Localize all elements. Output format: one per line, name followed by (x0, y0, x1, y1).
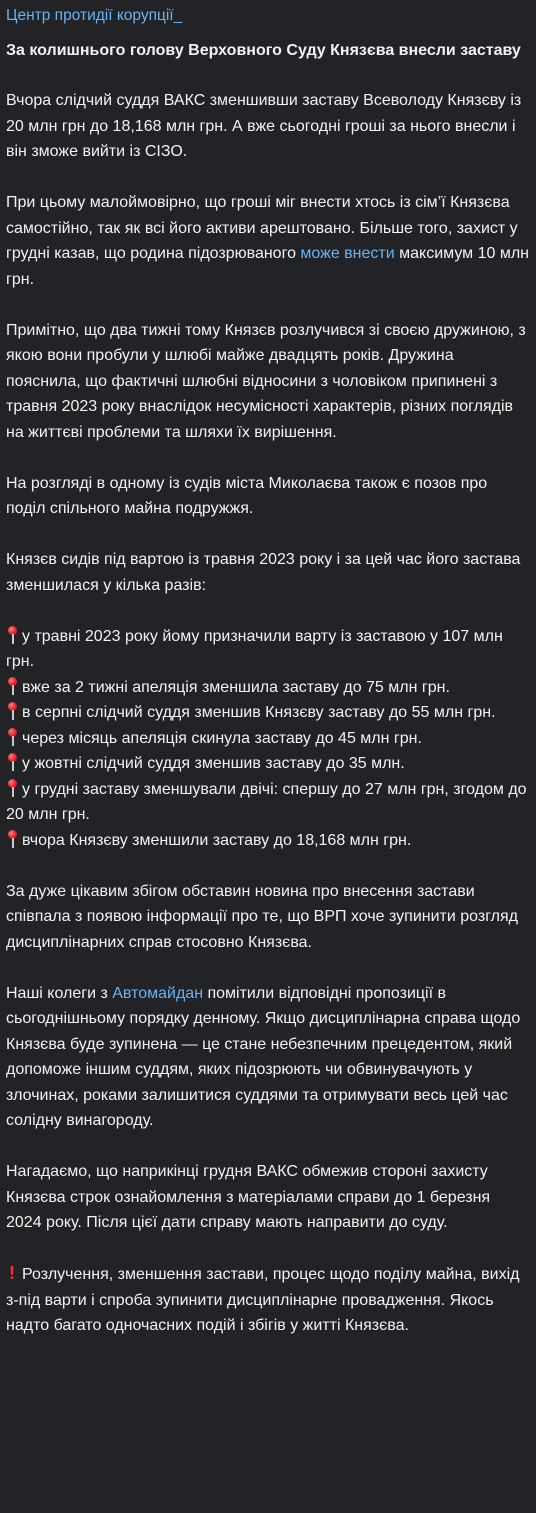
post-headline: За колишнього голову Верховного Суду Князєва внесли заставу (6, 42, 521, 59)
timeline-item (6, 700, 530, 726)
round-pushpin-icon (6, 702, 18, 720)
timeline-text: через місяць апеляція скинула заставу до 45 млн грн. (22, 729, 422, 747)
timeline-text: у травні 2023 року йому призначили варту із заставою у 107 млн грн. (6, 627, 503, 670)
link-automaidan[interactable]: Автомайдан (112, 984, 204, 1002)
round-pushpin-icon (6, 779, 18, 797)
channel-name[interactable]: Центр протидії корупції_ (6, 7, 183, 24)
timeline-text: у жовтні слідчий суддя зменшив заставу до 35 млн. (22, 755, 405, 772)
timeline-item (6, 777, 530, 828)
timeline-item (6, 751, 530, 777)
timeline-item (6, 726, 530, 752)
paragraph-divorce: Примітно, що два тижні тому Князєв розлучився зі своєю дружиною, з якою вони пробули у шлюбі майже двадцять років. Дружина пояснила, що фактичні шлюбні відносини з чоловіком припинені з травня 2023 року внаслідок несумісності характерів, різних поглядів на життєві проблеми та шляхи їх вирішення. (6, 321, 526, 441)
timeline-text: в серпні слідчий суддя зменшив Князєву заставу до 55 млн грн. (22, 704, 496, 721)
paragraph-property-lawsuit: На розгляді в одному із судів міста Миколаєва також є позов про поділ спільного майна подружжя. (6, 474, 488, 517)
link-may-pay[interactable]: може внести (300, 245, 395, 262)
round-pushpin-icon (6, 626, 18, 644)
exclamation-mark-icon: ! (9, 1263, 15, 1283)
paragraph-bail-reduced: Вчора слідчий суддя ВАКС зменшивши заставу Всеволоду Князєву із 20 млн грн до 18,168 млн грн. А вже сьогодні гроші за нього внесли і він зможе вийти із СІЗО. (6, 92, 522, 160)
timeline-text: вчора Князєву зменшили заставу до 18,168 млн грн. (22, 831, 412, 849)
round-pushpin-icon (6, 830, 18, 848)
timeline-item (6, 828, 530, 854)
timeline-text: вже за 2 тижні апеляція зменшила заставу до 75 млн грн. (22, 678, 450, 696)
paragraph-text: При цьому малоймовірно, що гроші міг внести хтось із сім’ї Князєва самостійно, так як всі його активи арештовано. Більше того, захист у грудні казав, що родина підозрюваного (6, 194, 518, 262)
bail-timeline-list (6, 624, 530, 854)
paragraph-text: Наші колеги з (6, 984, 113, 1002)
conclusion-text: Розлучення, зменшення застави, процес щодо поділу майна, вихід з-під варти і спроба зупинити дисциплінарне провадження. Якось надто багато одночасних подій і збігів у житті Князєва. (6, 1266, 520, 1334)
paragraph-family-assets (6, 190, 530, 292)
round-pushpin-icon (6, 728, 18, 746)
paragraph-timeline-intro: Князєв сидів під вартою із травня 2023 року і за цей час його застава зменшилася у кілька разів: (6, 551, 521, 594)
paragraph-vrp-coincidence: За дуже цікавим збігом обставин новина про внесення застави співпала з появою інформації про те, що ВРП хоче зупинити розгляд дисциплінарних справ стосовно Князєва. (6, 882, 519, 951)
timeline-item (6, 675, 530, 701)
paragraph-text: помітили відповідні пропозиції в сьогоднішньому порядку денному. Якщо дисциплінарна справа щодо Князєва буде зупинена — це стане небезпечним прецедентом, який допоможе іншим суддям, яких підозрюють чи обвинувачують у злочинах, роками залишитися суддями та отримувати весь цей час солідну винагороду. (6, 984, 521, 1129)
timeline-item (6, 624, 530, 675)
paragraph-text: максимум 10 млн грн. (6, 245, 529, 288)
round-pushpin-icon (6, 753, 18, 771)
paragraph-conclusion (6, 1261, 530, 1339)
timeline-text: у грудні заставу зменшували двічі: спершу до 27 млн грн, згодом до 20 млн грн. (6, 780, 527, 823)
round-pushpin-icon (6, 677, 18, 695)
paragraph-reminder: Нагадаємо, що наприкінці грудня ВАКС обмежив стороні захисту Князєва строк ознайомлення з матеріалами справи до 1 березня 2024 року. Після цієї дати справу мають направити до суду. (6, 1163, 491, 1231)
paragraph-automaidan (6, 981, 530, 1134)
